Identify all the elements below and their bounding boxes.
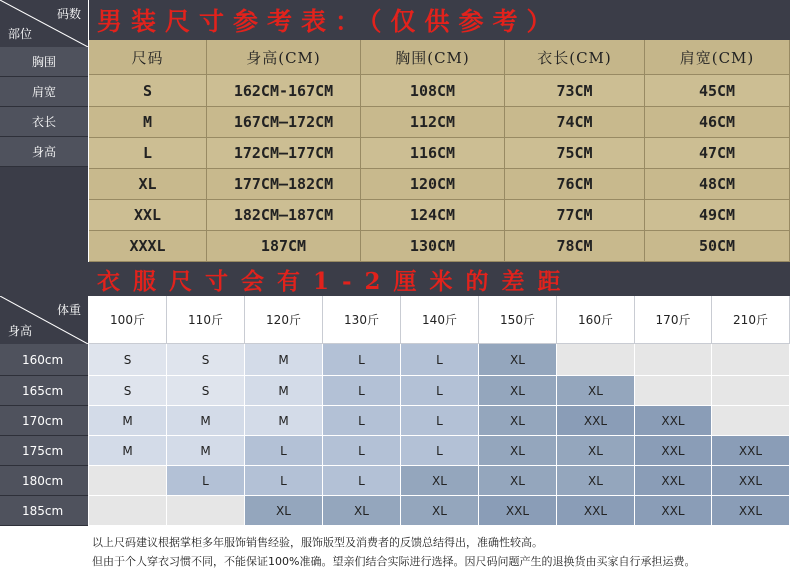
table-cell: 112CM — [361, 107, 505, 138]
grid-cell — [167, 496, 245, 526]
height-label: 170cm — [0, 406, 88, 436]
weight-header: 210斤 — [712, 296, 790, 344]
grid-cell — [635, 344, 712, 376]
column-header: 尺码 — [89, 40, 207, 75]
table-cell: 124CM — [361, 200, 505, 231]
table-cell: XXL — [89, 200, 207, 231]
grid-cell — [712, 376, 790, 406]
grid-cell: L — [401, 344, 479, 376]
weight-grid-corner — [0, 296, 88, 344]
table-cell: 45CM — [645, 75, 790, 107]
grid-cell: XXL — [635, 406, 712, 436]
weight-header: 130斤 — [323, 296, 401, 344]
grid-cell: M — [245, 376, 323, 406]
grid-cell: XL — [323, 496, 401, 526]
grid-cell: M — [167, 436, 245, 466]
table-cell: XXXL — [89, 231, 207, 262]
grid-cell: S — [167, 344, 245, 376]
column-header: 身高(CM) — [207, 40, 361, 75]
note-line: 但由于个人穿衣习惯不同，不能保证100%准确。望亲们结合实际进行选择。因尺码问题产生的退换货由买家自行承担运费。 — [92, 555, 696, 568]
note-line: 以上尺码建议根据掌柜多年服饰销售经验，服饰版型及消费者的反馈总结得出，准确性较高。 — [92, 536, 543, 549]
table-cell: M — [89, 107, 207, 138]
grid-cell: M — [89, 406, 167, 436]
grid-cell: XL — [245, 496, 323, 526]
grid-cell: L — [323, 406, 401, 436]
notes — [92, 533, 790, 571]
height-label: 165cm — [0, 376, 88, 406]
table-cell: 172CM—177CM — [207, 138, 361, 169]
weight-header: 170斤 — [635, 296, 712, 344]
table-cell: 74CM — [505, 107, 645, 138]
table-cell: 75CM — [505, 138, 645, 169]
grid-cell: XL — [479, 436, 557, 466]
side-panel-filler — [0, 167, 88, 262]
grid-cell: XXL — [635, 436, 712, 466]
table-cell: 73CM — [505, 75, 645, 107]
column-header: 衣长(CM) — [505, 40, 645, 75]
weight-header: 150斤 — [479, 296, 557, 344]
grid-cell: XXL — [712, 496, 790, 526]
grid-cell: XXL — [712, 466, 790, 496]
side-label: 身高 — [0, 137, 88, 167]
table-cell: 78CM — [505, 231, 645, 262]
side-label: 肩宽 — [0, 77, 88, 107]
grid-cell — [557, 344, 635, 376]
table-cell: 187CM — [207, 231, 361, 262]
grid-cell: L — [245, 466, 323, 496]
height-label: 160cm — [0, 344, 88, 376]
side-label: 衣长 — [0, 107, 88, 137]
weight-header: 100斤 — [89, 296, 167, 344]
grid-cell: S — [167, 376, 245, 406]
grid-cell: L — [167, 466, 245, 496]
grid-cell — [635, 376, 712, 406]
table-cell: 49CM — [645, 200, 790, 231]
table-cell: 167CM—172CM — [207, 107, 361, 138]
table-cell: 177CM—182CM — [207, 169, 361, 200]
height-label: 180cm — [0, 466, 88, 496]
corner-part-label: 部位 — [8, 27, 33, 41]
grid-cell: XXL — [635, 496, 712, 526]
grid-cell: XL — [479, 344, 557, 376]
weight-header: 140斤 — [401, 296, 479, 344]
table-cell: 76CM — [505, 169, 645, 200]
table-cell: 130CM — [361, 231, 505, 262]
grid-cell: M — [167, 406, 245, 436]
height-label: 175cm — [0, 436, 88, 466]
grid-cell — [89, 496, 167, 526]
table-cell: 108CM — [361, 75, 505, 107]
grid-cell: M — [245, 406, 323, 436]
table-cell: 182CM—187CM — [207, 200, 361, 231]
table-cell: 50CM — [645, 231, 790, 262]
table-cell: XL — [89, 169, 207, 200]
weight-header: 160斤 — [557, 296, 635, 344]
grid-cell: XL — [557, 376, 635, 406]
column-header: 胸围(CM) — [361, 40, 505, 75]
banner-left-filler — [0, 262, 89, 296]
grid-cell — [712, 406, 790, 436]
table-cell: 120CM — [361, 169, 505, 200]
table-cell: L — [89, 138, 207, 169]
grid-cell: XL — [401, 496, 479, 526]
column-header: 肩宽(CM) — [645, 40, 790, 75]
grid-cell: XL — [479, 376, 557, 406]
size-chart-corner — [0, 0, 88, 47]
grid-cell — [89, 466, 167, 496]
table-cell: 77CM — [505, 200, 645, 231]
table-cell: 46CM — [645, 107, 790, 138]
grid-cell: M — [245, 344, 323, 376]
table-cell: 116CM — [361, 138, 505, 169]
grid-cell: XL — [479, 406, 557, 436]
size-variance-banner: 衣服尺寸会有1-2厘米的差距 — [89, 262, 790, 296]
table-cell: 47CM — [645, 138, 790, 169]
grid-cell: L — [401, 406, 479, 436]
grid-cell: XXL — [635, 466, 712, 496]
grid-cell: M — [89, 436, 167, 466]
grid-cell — [712, 344, 790, 376]
weight-header: 120斤 — [245, 296, 323, 344]
grid-cell: L — [323, 344, 401, 376]
grid-cell: L — [401, 376, 479, 406]
grid-cell: L — [323, 466, 401, 496]
grid-cell: XL — [479, 466, 557, 496]
grid-cell: S — [89, 376, 167, 406]
corner-height-label: 身高 — [8, 324, 33, 338]
grid-cell: XL — [401, 466, 479, 496]
grid-cell: XXL — [557, 406, 635, 436]
grid-cell: XL — [557, 466, 635, 496]
grid-cell: L — [401, 436, 479, 466]
height-label: 185cm — [0, 496, 88, 526]
weight-header: 110斤 — [167, 296, 245, 344]
table-cell: 162CM-167CM — [207, 75, 361, 107]
size-chart-title: 男装尺寸参考表：（仅供参考） — [89, 0, 790, 40]
grid-cell: XXL — [479, 496, 557, 526]
grid-cell: XL — [557, 436, 635, 466]
corner-weight-label: 体重 — [56, 303, 81, 317]
grid-cell: S — [89, 344, 167, 376]
table-cell: S — [89, 75, 207, 107]
table-cell: 48CM — [645, 169, 790, 200]
grid-cell: L — [323, 376, 401, 406]
grid-cell: XXL — [712, 436, 790, 466]
grid-cell: L — [245, 436, 323, 466]
corner-size-label: 码数 — [56, 7, 81, 21]
grid-cell: L — [323, 436, 401, 466]
side-label: 胸围 — [0, 47, 88, 77]
grid-cell: XXL — [557, 496, 635, 526]
